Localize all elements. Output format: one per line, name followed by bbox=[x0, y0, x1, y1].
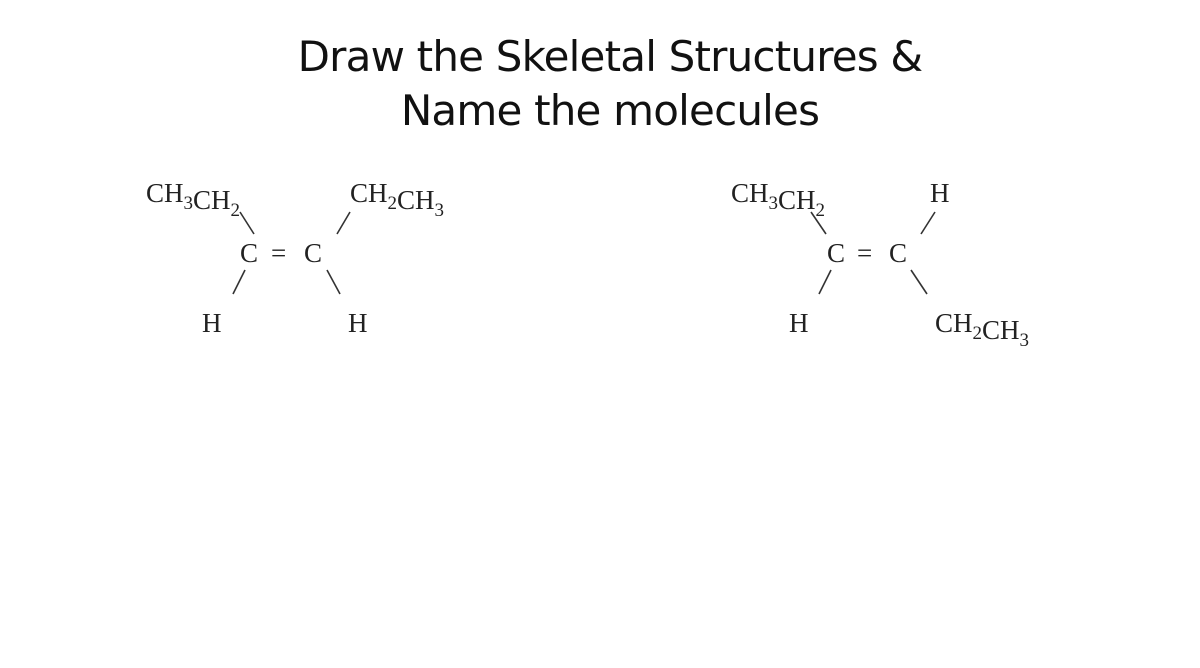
mol1-bond-top-right bbox=[337, 212, 350, 234]
mol2-carbon-right: C bbox=[889, 238, 908, 268]
mol1-top-right-group bbox=[350, 178, 444, 221]
mol1-bond-bottom-left bbox=[233, 270, 245, 294]
mol1-bottom-right-h: H bbox=[348, 308, 368, 338]
title-line-2: Name the molecules bbox=[400, 86, 820, 135]
slide-title bbox=[0, 30, 1200, 138]
mol1-bottom-left-h: H bbox=[202, 308, 222, 338]
mol1-carbon-left: C bbox=[240, 238, 259, 268]
mol1-carbon-right: C bbox=[304, 238, 323, 268]
mol2-top-right-h: H bbox=[930, 178, 950, 208]
mol2-top-left-text: $CH_3CH_2$ bbox=[731, 178, 826, 221]
mol2-top-left-group bbox=[731, 178, 825, 221]
mol2-bond-bottom-right bbox=[911, 270, 927, 294]
mol1-double-bond: = bbox=[271, 238, 287, 268]
mol1-top-left-text: $CH_3CH_2$ bbox=[146, 178, 241, 221]
title-line-1: Draw the Skeletal Structures & bbox=[297, 32, 923, 81]
mol2-bottom-right-group bbox=[935, 308, 1029, 351]
mol1-top-left-group bbox=[146, 178, 240, 221]
mol2-double-bond: = bbox=[857, 238, 873, 268]
mol2-bottom-right-text: $CH_2CH_3$ bbox=[935, 308, 1030, 351]
molecule-2-svg bbox=[715, 160, 1115, 360]
mol2-bond-bottom-left bbox=[819, 270, 831, 294]
mol1-bond-bottom-right bbox=[327, 270, 340, 294]
molecule-1-structure bbox=[130, 160, 530, 360]
mol1-bond-top-left bbox=[240, 212, 254, 234]
molecule-1-svg bbox=[130, 160, 530, 360]
mol2-bond-top-right bbox=[921, 212, 935, 234]
mol2-carbon-left: C bbox=[827, 238, 846, 268]
mol1-top-right-text: $CH_2CH_3$ bbox=[350, 178, 445, 221]
molecule-2-structure bbox=[715, 160, 1115, 360]
mol2-bottom-left-h: H bbox=[789, 308, 809, 338]
